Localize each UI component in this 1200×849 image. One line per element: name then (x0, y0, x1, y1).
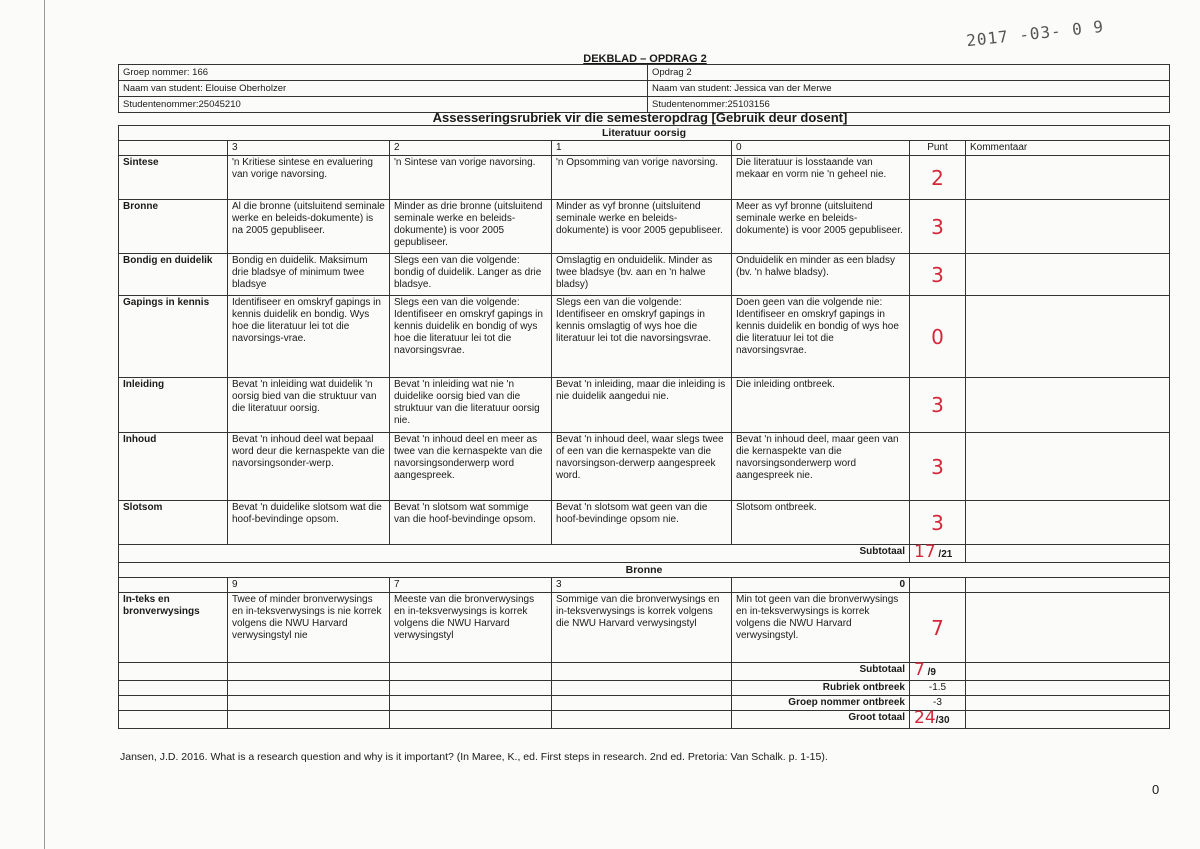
comment-cell (966, 681, 1170, 696)
empty-cell (552, 681, 732, 696)
rubric-cell: Sommige van die bronverwysings en in-teksverwysings is korrek volgens die NWU Harvard verwysingstyl (552, 593, 732, 663)
col-header (966, 578, 1170, 593)
rubric-cell: Slegs een van die volgende: Identifiseer en omskryf gapings in kennis duidelik en bondig of wys hoe die literatuur lei tot die navorsingsvrae. (390, 296, 552, 378)
col-header: 7 (390, 578, 552, 593)
empty-cell (119, 696, 228, 711)
rubric-cell: Die literatuur is losstaande van mekaar en vorm nie 'n geheel nie. (732, 156, 910, 200)
empty-cell (119, 663, 228, 681)
subtotal-max: /9 (927, 667, 936, 678)
rubric-cell: Twee of minder bronverwysings en in-teksverwysings is nie korrek volgens die NWU Harvard verwysingstyl nie (228, 593, 390, 663)
grand-total-mark: 24 (914, 708, 936, 728)
score-mark: 7 (910, 593, 966, 663)
comment-cell (966, 433, 1170, 501)
comment-cell (966, 156, 1170, 200)
rubric-cell: Meer as vyf bronne (uitsluitend seminale werke en beleids-dokumente) is voor 2005 gepubliseer. (732, 200, 910, 254)
col-header: 0 (732, 141, 910, 156)
rubric-cell: Identifiseer en omskryf gapings in kennis duidelik en bondig. Wys hoe die literatuur lei tot die navorsings-vrae. (228, 296, 390, 378)
grand-total-max: /30 (935, 715, 950, 726)
rubric-cell: Bevat 'n inhoud deel en meer as twee van die kernaspekte van die navorsingsonderwerp word aangespreek. (390, 433, 552, 501)
empty-cell (228, 681, 390, 696)
rubric-cell: 'n Kritiese sintese en evaluering van vorige navorsing. (228, 156, 390, 200)
subtotal-cell (910, 660, 966, 681)
rubric-cell: Doen geen van die volgende nie: Identifiseer en omskryf gapings in kennis duidelik en bondig of wys hoe die literatuur lei tot die navorsingsvrae. (732, 296, 910, 378)
empty-cell (552, 696, 732, 711)
comment-cell (966, 501, 1170, 545)
subtotal-cell (910, 542, 966, 563)
empty-cell (228, 696, 390, 711)
subtotal-label: Subtotaal (119, 545, 910, 563)
comment-cell (966, 200, 1170, 254)
subtotal-label: Subtotaal (732, 663, 910, 681)
subtotal-mark: 7 (914, 660, 925, 680)
rubric-cell: Bevat 'n inhoud deel, maar geen van die kernaspekte van die navorsingsonderwerp word aangespreek nie. (732, 433, 910, 501)
cover-table (118, 64, 1170, 113)
empty-cell (390, 696, 552, 711)
comment-cell (966, 378, 1170, 433)
criterion: Sintese (119, 156, 228, 200)
page-number: 0 (1152, 782, 1160, 797)
col-header (119, 578, 228, 593)
rubric-table (118, 125, 1170, 729)
score-mark: 3 (910, 254, 966, 296)
rubric-cell: Bevat 'n duidelike slotsom wat die hoof-bevindinge opsom. (228, 501, 390, 545)
student-name-2: Naam van student: Jessica van der Merwe (648, 81, 1170, 97)
rubric-cell: Bevat 'n inhoud deel, waar slegs twee of een van die kernaspekte van die navorsingson-derwerp aangespreek word. (552, 433, 732, 501)
score-mark: 3 (910, 433, 966, 501)
comment-cell (966, 296, 1170, 378)
empty-cell (119, 681, 228, 696)
student-number-1: Studentenommer:25045210 (119, 97, 648, 113)
rubric-cell: Bevat 'n slotsom wat geen van die hoof-bevindinge opsom nie. (552, 501, 732, 545)
rubric-title: Assesseringsrubriek vir die semesteropdrag [Gebruik deur dosent] (432, 110, 848, 125)
section-title: Literatuur oorsig (119, 126, 1170, 141)
rubric-cell: Al die bronne (uitsluitend seminale werke en beleids-dokumente) is na 2005 gepubliseer. (228, 200, 390, 254)
comment-cell (966, 663, 1170, 681)
col-header: 9 (228, 578, 390, 593)
criterion: In-teks en bronverwysings (119, 593, 228, 663)
criterion: Inhoud (119, 433, 228, 501)
col-header: 0 (732, 578, 910, 593)
group-number: Groep nommer: 166 (119, 65, 648, 81)
col-header (119, 141, 228, 156)
rubric-missing-value: -1.5 (910, 681, 966, 696)
rubric-cell: Bevat 'n inleiding wat duidelik 'n oorsig bied van die struktuur van die literatuur oorsig. (228, 378, 390, 433)
score-mark: 3 (910, 501, 966, 545)
rubric-cell: Bevat 'n inhoud deel wat bepaal word deur die kernaspekte van die navorsingsonder-werp. (228, 433, 390, 501)
group-missing-value: -3 (910, 696, 966, 711)
cover-title: DEKBLAD – OPDRAG 2 (583, 53, 707, 65)
col-header: 3 (552, 578, 732, 593)
student-name-1: Naam van student: Elouise Oberholzer (119, 81, 648, 97)
student-number-2: Studentenommer:25103156 (648, 97, 1170, 113)
rubric-cell: 'n Sintese van vorige navorsing. (390, 156, 552, 200)
rubric-cell: Die inleiding ontbreek. (732, 378, 910, 433)
empty-cell (390, 711, 552, 729)
rubric-cell: Onduidelik en minder as een bladsy (bv. 'n halwe bladsy). (732, 254, 910, 296)
col-header: 2 (390, 141, 552, 156)
comment-cell (966, 711, 1170, 729)
margin-line (44, 0, 45, 849)
empty-cell (390, 663, 552, 681)
score-mark: 2 (910, 156, 966, 200)
rubric-cell: Bevat 'n inleiding wat nie 'n duidelike oorsig bied van die struktuur van die literatuur oorsig nie. (390, 378, 552, 433)
col-header (910, 578, 966, 593)
col-header: 3 (228, 141, 390, 156)
col-header: 1 (552, 141, 732, 156)
rubric-cell: Bondig en duidelik. Maksimum drie bladsye of minimum twee bladsye (228, 254, 390, 296)
grand-total-cell (910, 708, 966, 729)
col-header: Punt (910, 141, 966, 156)
empty-cell (390, 681, 552, 696)
empty-cell (228, 663, 390, 681)
empty-cell (552, 711, 732, 729)
grand-total-label: Groot totaal (732, 711, 910, 729)
group-missing-label: Groep nommer ontbreek (732, 696, 910, 711)
rubric-missing-label: Rubriek ontbreek (732, 681, 910, 696)
empty-cell (228, 711, 390, 729)
rubric-cell: Omslagtig en onduidelik. Minder as twee bladsye (bv. aan en 'n halwe bladsy) (552, 254, 732, 296)
comment-cell (966, 593, 1170, 663)
subtotal-mark: 17 (914, 542, 936, 562)
criterion: Slotsom (119, 501, 228, 545)
col-header: Kommentaar (966, 141, 1170, 156)
rubric-cell: Minder as drie bronne (uitsluitend seminale werke en beleids-dokumente) is voor 2005 gepubliseer. (390, 200, 552, 254)
criterion: Bondig en duidelik (119, 254, 228, 296)
rubric-cell: Slegs een van die volgende: bondig of duidelik. Langer as drie bladsye. (390, 254, 552, 296)
score-mark: 0 (910, 296, 966, 378)
subtotal-max: /21 (938, 549, 953, 560)
criterion: Bronne (119, 200, 228, 254)
score-mark: 3 (910, 200, 966, 254)
comment-cell (966, 696, 1170, 711)
rubric-cell: Slotsom ontbreek. (732, 501, 910, 545)
empty-cell (119, 711, 228, 729)
score-mark: 3 (910, 378, 966, 433)
reference: Jansen, J.D. 2016. What is a research question and why is it important? (In Maree, K., ed. First steps in research. 2nd ed. Pretoria: Van Schalk. p. 1-15). (120, 751, 828, 763)
section-title: Bronne (119, 563, 1170, 578)
rubric-cell: Minder as vyf bronne (uitsluitend seminale werke en beleids-dokumente) is voor 2005 gepubliseer. (552, 200, 732, 254)
comment-cell (966, 254, 1170, 296)
empty-cell (552, 663, 732, 681)
rubric-cell: Bevat 'n slotsom wat sommige van die hoof-bevindinge opsom. (390, 501, 552, 545)
date-stamp: 2017 -03- 0 9 (965, 16, 1105, 51)
rubric-cell: Min tot geen van die bronverwysings en in-teksverwysings is korrek volgens die NWU Harvard verwysingstyl. (732, 593, 910, 663)
criterion: Gapings in kennis (119, 296, 228, 378)
comment-cell (966, 545, 1170, 563)
criterion: Inleiding (119, 378, 228, 433)
assignment: Opdrag 2 (648, 65, 1170, 81)
rubric-cell: Slegs een van die volgende: Identifiseer en omskryf gapings in kennis omslagtig of wys hoe die literatuur lei tot die navorsingsvrae. (552, 296, 732, 378)
rubric-cell: 'n Opsomming van vorige navorsing. (552, 156, 732, 200)
rubric-cell: Bevat 'n inleiding, maar die inleiding is nie duidelik aangedui nie. (552, 378, 732, 433)
rubric-cell: Meeste van die bronverwysings en in-teksverwysings is korrek volgens die NWU Harvard verwysingstyl (390, 593, 552, 663)
